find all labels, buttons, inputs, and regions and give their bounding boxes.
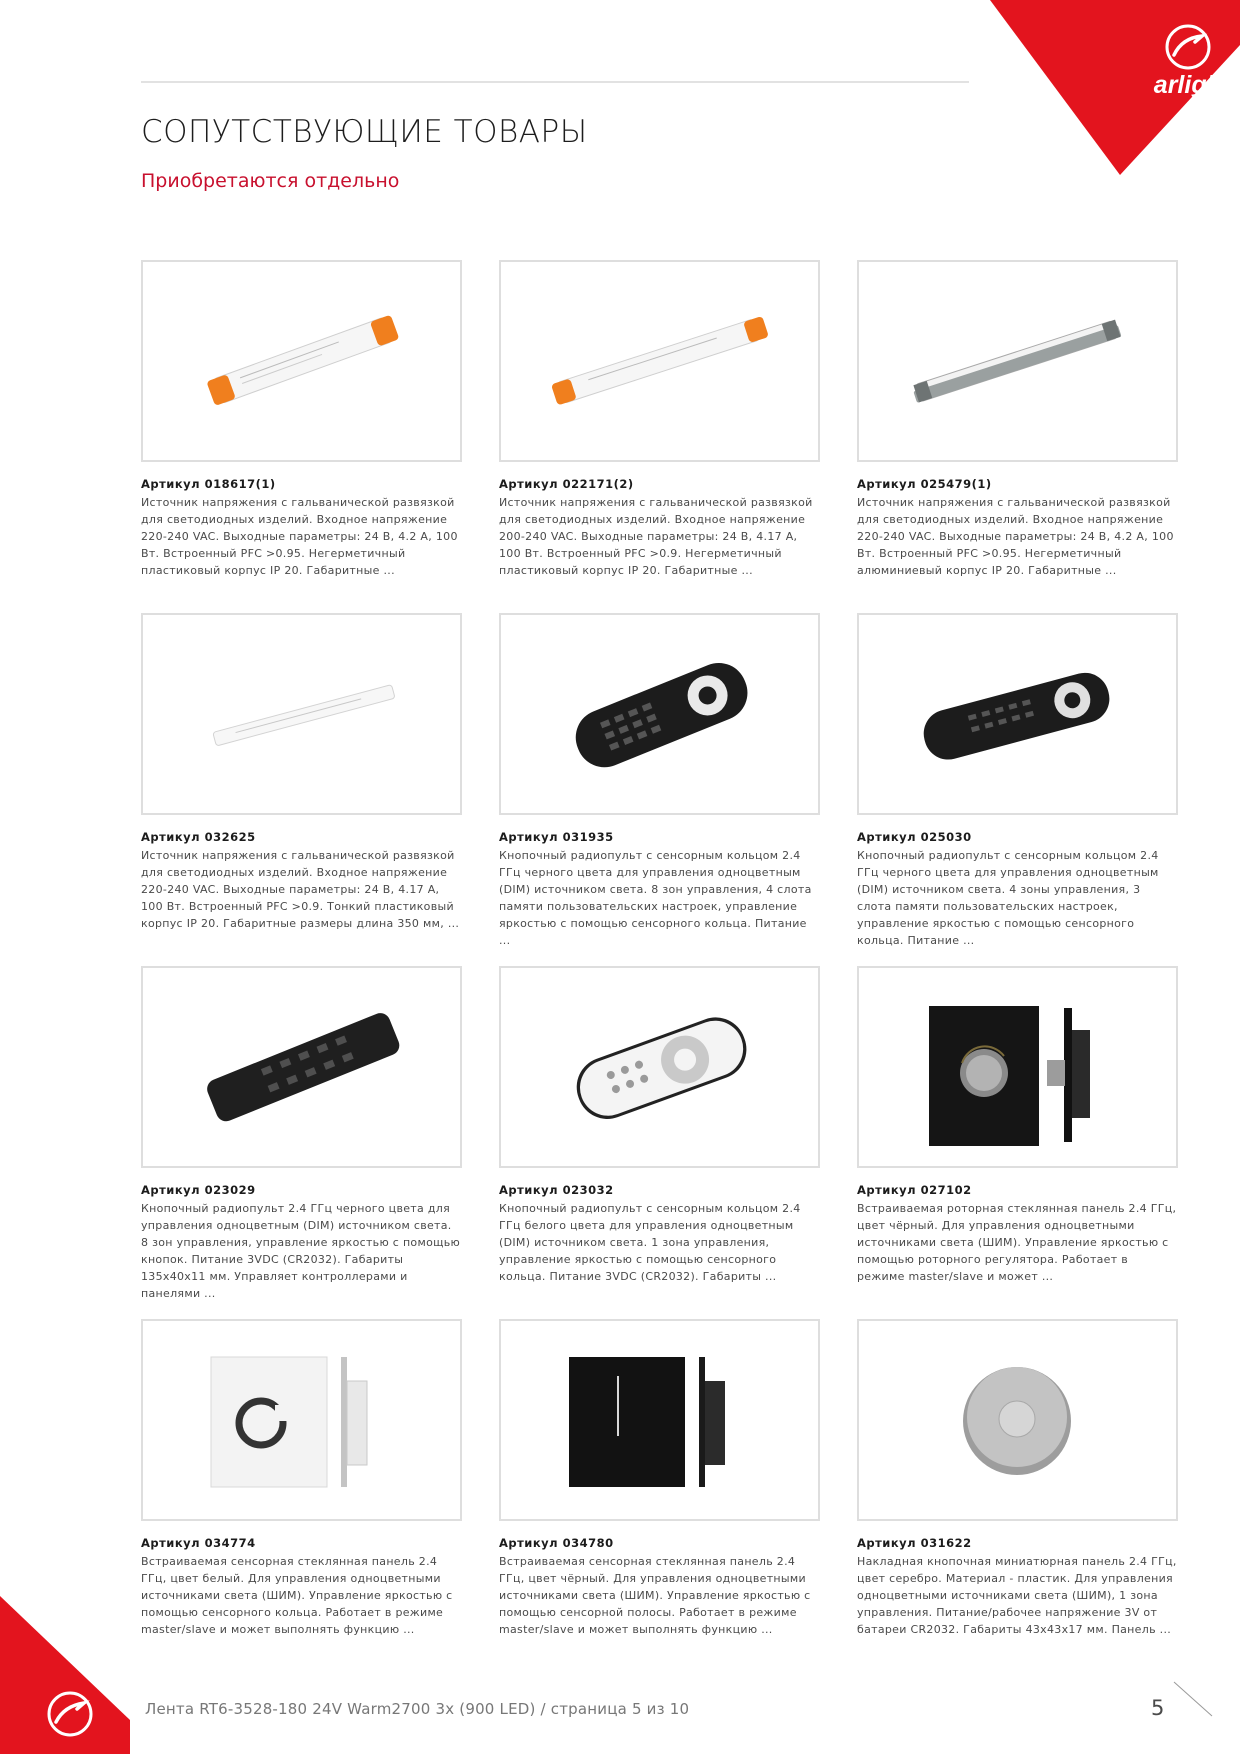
remote-black-buttons-icon [143,968,460,1166]
product-sku: Артикул 023032 [499,1183,614,1197]
product-sku: Артикул 022171(2) [499,477,634,491]
power-supply-white-slim-icon [143,615,460,813]
remote-black-ring-icon [859,615,1176,813]
arlight-logo-text: arlight [1153,71,1231,99]
product-description: Источник напряжения с гальванической развязкой для светодиодных изделий. Входное напряжение 220-240 VAC. Выходные параметры: 24 В, 4.2 А, 100 Вт. Встроенный PFC >0.95. Негерметичный алюминиевый корпус IP 20. Габаритные ... [857,496,1174,577]
product-description: Источник напряжения с гальванической развязкой для светодиодных изделий. Входное напряжение 220-240 VAC. Выходные параметры: 24 В, 4.17 А, 100 Вт. Встроенный PFC >0.9. Тонкий пластиковый корпус IP 20. Габаритные размеры длина 350 мм, ... [141,849,460,930]
brand-corner-bottom-left [0,1596,130,1754]
product-image [857,613,1178,815]
mini-button-panel-silver-icon [859,1321,1176,1519]
power-supply-orange-long-icon [501,262,818,460]
product-card[interactable] [141,966,462,1302]
product-sku: Артикул 025030 [857,830,972,844]
product-card[interactable] [857,1319,1178,1638]
product-sku: Артикул 018617(1) [141,477,276,491]
product-description: Встраиваемая сенсорная стеклянная панель 2.4 ГГц, цвет чёрный. Для управления одноцветными источниками света (ШИМ). Управление яркостью с помощью сенсорной полосы. Работает в режиме master/slave и может выполнять функцию ... [499,1555,811,1636]
product-description: Встраиваемая роторная стеклянная панель 2.4 ГГц, цвет чёрный. Для управления одноцветными источниками света (ШИМ). Управление яркостью с помощью роторного регулятора. Работает в режиме master/slave и может ... [857,1202,1177,1283]
product-image [499,966,820,1168]
brand-corner-top-right [910,0,1240,175]
page-number: 5 [1151,1696,1165,1720]
page-title: СОПУТСТВУЮЩИЕ ТОВАРЫ [141,114,588,150]
product-image [499,260,820,462]
touch-panel-white-icon [143,1321,460,1519]
product-image [141,260,462,462]
product-image [499,1319,820,1521]
product-sku: Артикул 023029 [141,1183,256,1197]
product-card[interactable] [141,1319,462,1638]
product-card[interactable] [857,613,1178,949]
product-sku: Артикул 031622 [857,1536,972,1550]
power-supply-orange-icon [143,262,460,460]
product-sku: Артикул 027102 [857,1183,972,1197]
page-subtitle: Приобретаются отдельно [141,170,400,192]
product-card[interactable] [499,966,820,1285]
rotary-panel-black-icon [859,968,1176,1166]
product-description: Источник напряжения с гальванической развязкой для светодиодных изделий. Входное напряжение 200-240 VAC. Выходные параметры: 24 В, 4.17 А, 100 Вт. Встроенный PFC >0.9. Негерметичный пластиковый корпус IP 20. Габаритные ... [499,496,813,577]
product-card[interactable] [499,260,820,579]
product-sku: Артикул 034774 [141,1536,256,1550]
product-image [141,613,462,815]
product-card[interactable] [499,613,820,949]
footer-document-title: Лента RT6-3528-180 24V Warm2700 3x (900 LED) / страница 5 из 10 [145,1700,690,1718]
product-card[interactable] [141,260,462,579]
product-sku: Артикул 031935 [499,830,614,844]
product-sku: Артикул 032625 [141,830,256,844]
product-image [141,1319,462,1521]
product-description: Накладная кнопочная миниатюрная панель 2.4 ГГц, цвет серебро. Материал - пластик. Для управления одноцветными источниками света (ШИМ), 1 зона управления. Питание/рабочее напряжение 3V от батареи CR2032. Габариты 43x43x17 мм. Панель ... [857,1555,1177,1636]
product-sku: Артикул 025479(1) [857,477,992,491]
remote-white-ring-icon [501,968,818,1166]
product-description: Кнопочный радиопульт 2.4 ГГц черного цвета для управления одноцветным (DIM) источником света. 8 зон управления, управление яркостью с помощью кнопок. Питание 3VDC (CR2032). Габариты 135x40x11 мм. Управляет контроллерами и панелями ... [141,1202,461,1300]
product-image [141,966,462,1168]
product-description: Кнопочный радиопульт с сенсорным кольцом 2.4 ГГц черного цвета для управления одноцветным (DIM) источником света. 4 зоны управления, 3 слота памяти пользовательских настроек, управление яркостью с помощью сенсорного кольца. Питание ... [857,849,1159,947]
product-card[interactable] [499,1319,820,1638]
product-image [857,260,1178,462]
product-image [857,966,1178,1168]
page-corner-line-icon [1172,1680,1220,1720]
product-description: Источник напряжения с гальванической развязкой для светодиодных изделий. Входное напряжение 220-240 VAC. Выходные параметры: 24 В, 4.2 А, 100 Вт. Встроенный PFC >0.95. Негерметичный пластиковый корпус IP 20. Габаритные ... [141,496,458,577]
product-card[interactable] [857,966,1178,1285]
product-card[interactable] [141,613,462,932]
product-description: Кнопочный радиопульт с сенсорным кольцом 2.4 ГГц белого цвета для управления одноцветным (DIM) источником света. 1 зона управления, управление яркостью с помощью сенсорного кольца. Питание 3VDC (CR2032). Габариты ... [499,1202,801,1283]
header-divider [141,81,969,83]
remote-black-ring-icon [501,615,818,813]
product-description: Кнопочный радиопульт с сенсорным кольцом 2.4 ГГц черного цвета для управления одноцветным (DIM) источником света. 8 зон управления, 4 слота памяти пользовательских настроек, управление яркостью с помощью сенсорного кольца. Питание ... [499,849,812,947]
product-sku: Артикул 034780 [499,1536,614,1550]
product-card[interactable] [857,260,1178,579]
product-image [857,1319,1178,1521]
product-description: Встраиваемая сенсорная стеклянная панель 2.4 ГГц, цвет белый. Для управления одноцветными источниками света (ШИМ). Управление яркостью с помощью сенсорного кольца. Работает в режиме master/slave и может выполнять функцию ... [141,1555,453,1636]
touch-panel-black-icon [501,1321,818,1519]
product-image [499,613,820,815]
power-supply-aluminium-icon [859,262,1176,460]
